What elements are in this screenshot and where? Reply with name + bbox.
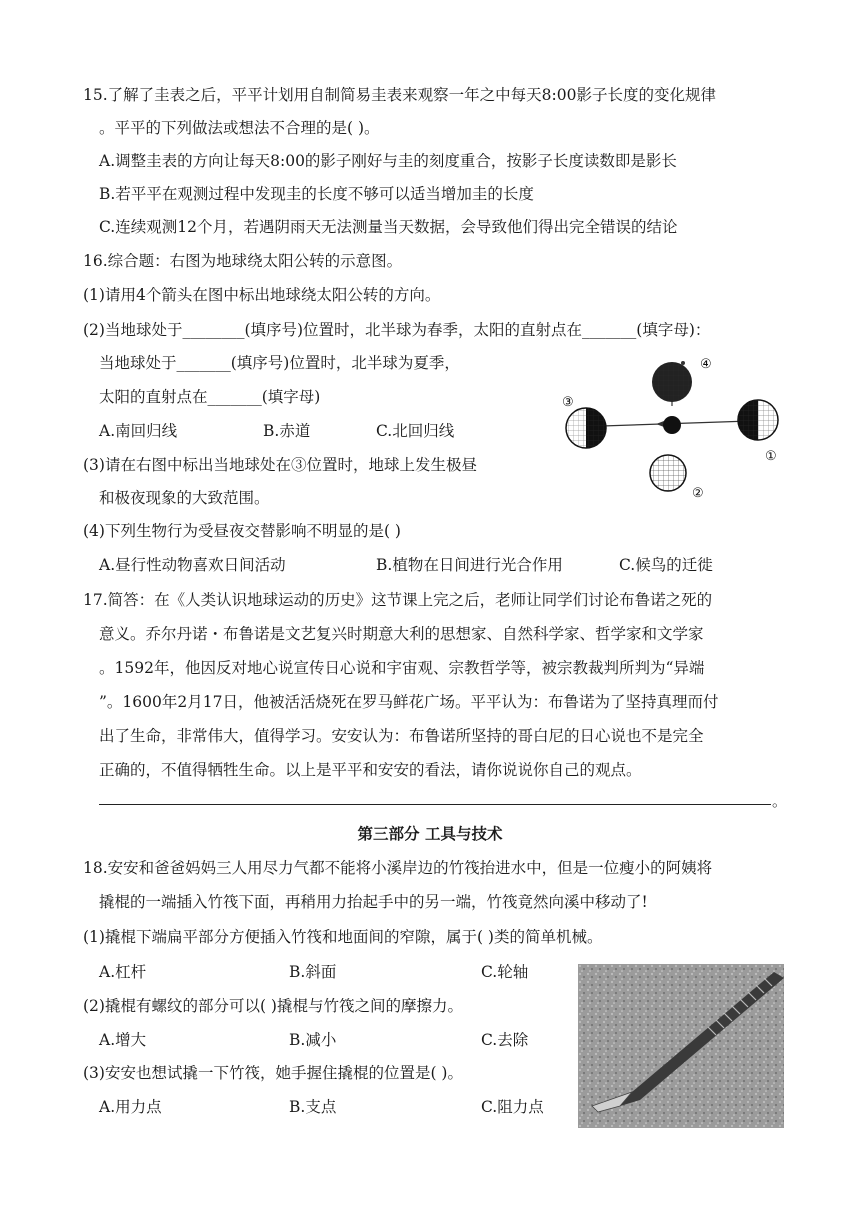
earth-position-2 [650,455,686,491]
position-label-2: ② [692,486,704,501]
q17-line5: 出了生命，非常伟大，值得学习。安安认为：布鲁诺所坚持的哥白尼的日心说也不是完全 [99,727,704,745]
q16-part3-line1: (3)请在右图中标出当地球处在③位置时，地球上发生极昼 [83,456,477,474]
q17-line3: 。1592年，他因反对地心说宣传日心说和宇宙观、宗教哲学等，被宗教裁判所判为“异端 [99,659,705,677]
q18-line2: 撬棍的一端插入竹筏下面，再稍用力抬起手中的另一端，竹筏竟然向溪中移动了! [99,893,648,911]
q16-part4: (4)下列生物行为受昼夜交替影响不明显的是( ) [83,522,401,540]
q18-p1-option-c: C.轮轴 [481,963,529,981]
crowbar-photo [578,964,784,1128]
q15-option-b: B.若平平在观测过程中发现圭的长度不够可以适当增加圭的长度 [99,185,534,203]
q16-option-a: A.南回归线 [99,422,178,440]
q18-part2: (2)撬棍有螺纹的部分可以( )撬棍与竹筏之间的摩擦力。 [83,997,463,1015]
q18-p2-option-a: A.增大 [99,1031,147,1049]
earth-position-1 [738,400,778,440]
q18-p2-option-b: B.减小 [289,1031,337,1049]
q18-part1: (1)撬棍下端扁平部分方便插入竹筏和地面间的窄隙，属于( )类的简单机械。 [83,928,603,946]
earth-position-4 [652,361,692,402]
position-label-4: ④ [700,357,712,372]
q18-p1-option-a: A.杠杆 [99,963,147,981]
q16-option-b: B.赤道 [263,422,311,440]
q16-stem: 16.综合题：右图为地球绕太阳公转的示意图。 [83,252,403,270]
q16-part2-line2: 当地球处于_______(填序号)位置时，北半球为夏季， [99,354,460,372]
q16-p4-option-c: C.候鸟的迁徙 [619,556,713,574]
q18-line1: 18.安安和爸爸妈妈三人用尽力气都不能将小溪岸边的竹筏抬进水中，但是一位瘦小的阿姨将 [83,859,713,877]
earth-position-3 [566,408,606,448]
q15-option-a: A.调整圭表的方向让每天8:00的影子刚好与圭的刻度重合，按影子长度读数即是影长 [99,152,677,170]
q18-p3-option-a: A.用力点 [99,1098,162,1116]
q16-part1: (1)请用4个箭头在图中标出地球绕太阳公转的方向。 [83,286,441,304]
q18-p3-option-c: C.阻力点 [481,1098,544,1116]
q16-part2-line3: 太阳的直射点在_______(填字母) [99,388,321,406]
q18-p1-option-b: B.斜面 [289,963,337,981]
position-label-1: ① [765,449,777,464]
q17-line6: 正确的，不值得牺牲生命。以上是平平和安安的看法，请你说说你自己的观点。 [99,761,642,779]
q16-part3-line2: 和极夜现象的大致范围。 [99,489,270,507]
q18-part3-options [99,1096,559,1118]
q18-p2-option-c: C.去除 [481,1031,529,1049]
arrow-icon [656,421,664,427]
q17-line1: 17.简答：在《人类认识地球运动的历史》这节课上完之后，老师让同学们讨论布鲁诺之死的 [83,591,713,609]
earth-orbit-figure [558,350,790,510]
q18-p3-option-b: B.支点 [289,1098,337,1116]
q16-part4-options [99,554,759,576]
answer-line[interactable] [99,804,771,805]
q17-line4: ”。1600年2月17日，他被活活烧死在罗马鲜花广场。平平认为：布鲁诺为了坚持真理而付 [99,693,719,711]
q18-part1-options [99,961,539,983]
q16-p4-option-b: B.植物在日间进行光合作用 [376,556,563,574]
section-heading: 第三部分 工具与技术 [357,824,503,843]
sun [663,416,681,434]
q16-p4-option-a: A.昼行性动物喜欢日间活动 [99,556,286,574]
q16-option-c: C.北回归线 [376,422,455,440]
q18-part2-options [99,1029,539,1051]
q15-stem-line2: 。平平的下列做法或想法不合理的是( )。 [99,119,380,137]
q15-option-c: C.连续观测12个月，若遇阴雨天无法测量当天数据，会导致他们得出完全错误的结论 [99,218,678,236]
q18-part3: (3)安安也想试撬一下竹筏，她手握住撬棍的位置是( )。 [83,1064,463,1082]
position-label-3: ③ [562,395,574,410]
q15-stem-line1: 15.了解了圭表之后，平平计划用自制简易圭表来观察一年之中每天8:00影子长度的变化规律 [83,86,716,104]
q17-line2: 意义。乔尔丹诺・布鲁诺是文艺复兴时期意大利的思想家、自然科学家、哲学家和文学家 [99,625,704,643]
answer-line-end: 。 [772,792,788,810]
q16-part2-line1: (2)当地球处于________(填序号)位置时，北半球为春季，太阳的直射点在_______(填字母)： [83,321,711,339]
q16-part2-options [99,420,499,442]
